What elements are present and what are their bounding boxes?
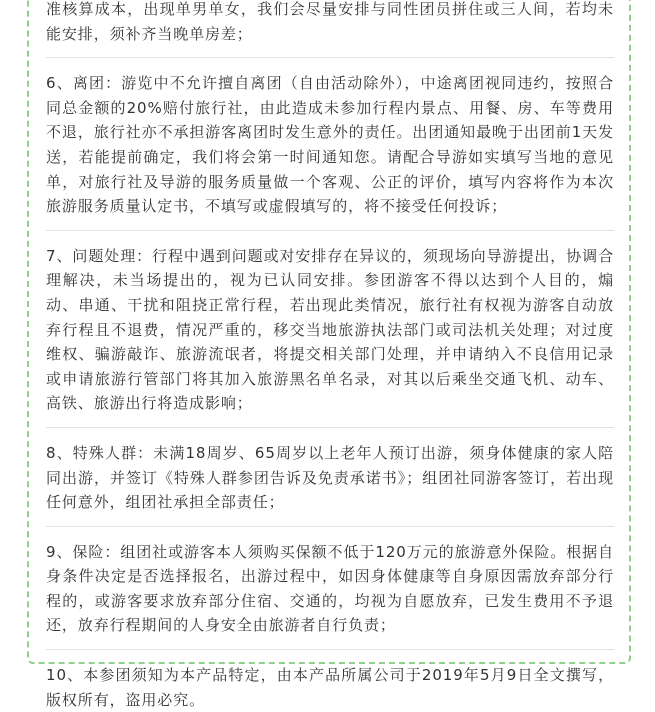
item-divider xyxy=(46,230,614,231)
notice-item-copyright: 10、本参团须知为本产品特定，由本产品所属公司于2019年5月9日全文撰写，版权所有，盗用必究。 xyxy=(46,666,614,709)
notice-item-room-arrangement: 准核算成本，出现单男单女，我们会尽量安排与同性团员拼住或三人间，若均未能安排，须补齐当晚单房差； xyxy=(46,0,614,43)
notice-content xyxy=(46,0,614,712)
item-divider xyxy=(46,57,614,58)
notice-item-problem-handling: 7、问题处理：行程中遇到问题或对安排存在异议的，须现场向导游提出，协调合理解决，未当场提出的，视为已认同安排。参团游客不得以达到个人目的，煽动、串通、干扰和阻挠正常行程，若出现此类情况，旅行社有权视为游客自动放弃行程且不退费，情况严重的，移交当地旅游执法部门或司法机关处理；对过度维权、骗游敲诈、旅游流氓者，将提交相关部门处理，并申请纳入不良信用记录或申请旅游行管部门将其加入旅游黑名单名录，对其以后乘坐交通飞机、动车、高铁、旅游出行将造成影响； xyxy=(46,246,614,413)
item-divider xyxy=(46,427,614,428)
notice-item-leaving-group: 6、离团：游览中不允许擅自离团（自由活动除外），中途离团视同违约，按照合同总金额的20%赔付旅行社，由此造成未参加行程内景点、用餐、房、车等费用不退，旅行社亦不承担游客离团时发生意外的责任。出团通知最晚于出团前1天发送，若能提前确定，我们将会第一时间通知您。请配合导游如实填写当地的意见单，对旅行社及导游的服务质量做一个客观、公正的评价，填写内容将作为本次旅游服务质量认定书，不填写或虚假填写的，将不接受任何投诉； xyxy=(46,74,614,216)
notice-item-special-groups: 8、特殊人群：未满18周岁、65周岁以上老年人预订出游，须身体健康的家人陪同出游，并签订《特殊人群参团告诉及免责承诺书》；组团社同游客签订，若出现任何意外，组团社承担全部责任； xyxy=(46,443,614,512)
item-divider xyxy=(46,649,614,650)
item-divider xyxy=(46,526,614,527)
notice-item-insurance: 9、保险：组团社或游客本人须购买保额不低于120万元的旅游意外保险。根据自身条件决定是否选择报名，出游过程中，如因身体健康等自身原因需放弃部分行程的，或游客要求放弃部分住宿、交通的，均视为自愿放弃，已发生费用不予退还，放弃行程期间的人身安全由旅游者自行负责； xyxy=(46,542,614,635)
